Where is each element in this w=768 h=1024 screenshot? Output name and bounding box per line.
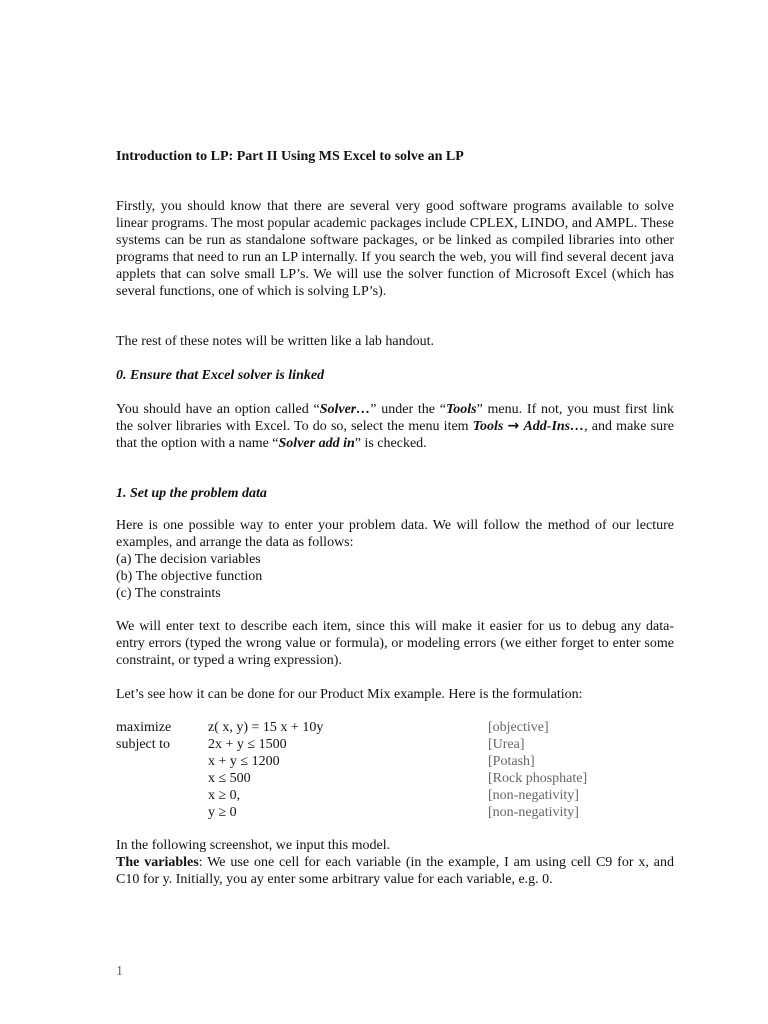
- formulation-expr: y ≥ 0: [208, 805, 237, 820]
- formulation-expr: x + y ≤ 1200: [208, 754, 280, 769]
- screenshot-intro: In the following screenshot, we input this model.: [116, 838, 391, 853]
- formulation-label: subject to: [116, 737, 171, 752]
- formulation-note: [Rock phosphate]: [488, 771, 588, 786]
- variables-label: The variables: [116, 855, 199, 870]
- formulation-note: [Urea]: [488, 737, 525, 752]
- document-title: Introduction to LP: Part II Using MS Excel to solve an LP: [116, 149, 464, 164]
- section1-paragraph-3: Let’s see how it can be done for our Product Mix example. Here is the formulation:: [116, 687, 583, 702]
- list-item: (c) The constraints: [116, 586, 221, 601]
- formulation-label: maximize: [116, 720, 172, 735]
- formulation-expr: x ≤ 500: [208, 771, 251, 786]
- page-number: 1: [116, 964, 123, 979]
- formulation-note: [non-negativity]: [488, 788, 579, 803]
- section1-heading: 1. Set up the problem data: [116, 486, 267, 501]
- variables-paragraph: The variables: We use one cell for each variable (in the example, I am using cell C9 for x, and C10 for y. Initially, you ay enter some arbitrary value for each variable, e.g. 0.: [116, 855, 674, 887]
- formulation-note: [objective]: [488, 720, 549, 735]
- section0-paragraph: You should have an option called “Solver…” under the “Tools” menu. If not, you must first link the solver libraries with Excel. To do so, select the menu item Tools → Add-Ins…, and make sure that the option with a name “Solver add in” is checked.: [116, 402, 674, 451]
- section1-paragraph-1: Here is one possible way to enter your problem data. We will follow the method of our lecture examples, and arrange the data as follows:: [116, 518, 674, 550]
- formulation-expr: z( x, y) = 15 x + 10y: [208, 720, 324, 735]
- formulation-note: [Potash]: [488, 754, 535, 769]
- arrow-icon: →: [507, 418, 520, 434]
- formulation-expr: 2x + y ≤ 1500: [208, 737, 287, 752]
- section0-heading: 0. Ensure that Excel solver is linked: [116, 368, 325, 383]
- intro-paragraph: Firstly, you should know that there are several very good software programs available to solve linear programs. The most popular academic packages include CPLEX, LINDO, and AMPL. These systems can be run as standalone software packages, or be linked as compiled libraries into other programs that need to run an LP internally. If you search the web, you will find several decent java applets that can solve small LP’s. We will use the solver function of Microsoft Excel (which has several functions, one of which is solving LP’s).: [116, 199, 674, 299]
- list-item: (a) The decision variables: [116, 552, 261, 567]
- section1-paragraph-2: We will enter text to describe each item, since this will make it easier for us to debug any data-entry errors (typed the wrong value or formula), or modeling errors (we either forget to enter some constraint, or typed a wring expression).: [116, 619, 674, 668]
- list-item: (b) The objective function: [116, 569, 263, 584]
- formulation-note: [non-negativity]: [488, 805, 579, 820]
- formulation-expr: x ≥ 0,: [208, 788, 241, 803]
- lab-note: The rest of these notes will be written like a lab handout.: [116, 334, 435, 349]
